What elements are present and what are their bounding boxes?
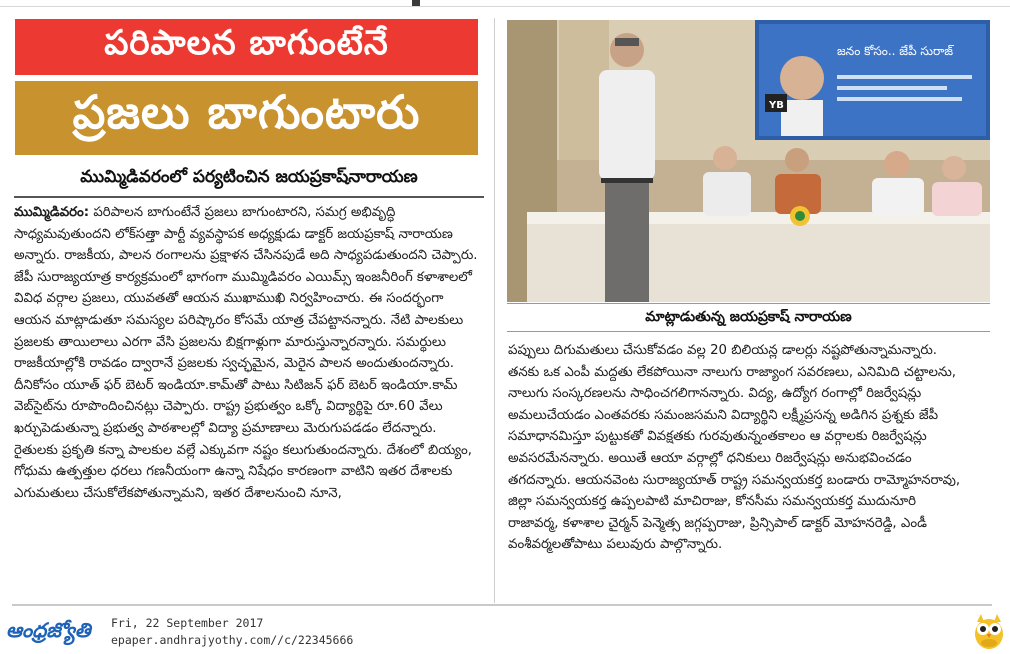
article-body-col1: పరిపాలన బాగుంటేనే ప్రజలు బాగుంటారని, సమగ్ర అభివృద్ధి సాధ్యమవుతుందని లోక్‌సత్తా పార్టీ వ్యవస్థాపక అధ్యక్షుడు డాక్టర్ జయప్రకాష్ నారాయణ అన్నారు. రాజకీయ, పాలన రంగాలను ప్రక్షాళన చేసినపుడే అది సాధ్యపడుతుందని చెప్పారు. జేపీ సురాజ్యయాత్ర కార్యక్రమంలో భాగంగా ముమ్మిడివరం ఎయిమ్స్ ఇంజనీరింగ్ కళాశాలలో వివిధ వర్గాల ప్రజలు, యువతతో ఆయన ముఖాముఖి నిర్వహించారు. ఈ సందర్భంగా ఆయన మాట్లాడుతూ సమస్యల పరిష్కారం కోసమే యాత్ర చేపట్టానన్నారు. నేటి పాలకులు ప్రజలకు తాయిలాలు ఎరగా వేసి ప్రజలను బిక్షగాళ్లుగా మారుస్తున్నారన్నారు. సమర్థులు రాజకీయాల్లోకి రావడం ద్వారానే ప్రజలకు స్వచ్ఛమైన, మెరైన పాలన అందుతుందన్నారు. దీనికోసం యూత్ ఫర్ బెటర్ ఇండియా.కామ్‌తో పాటు సిటిజన్ ఫర్ బెటర్ ఇండియా.కామ్ వెబ్‌సైట్‌ను రూపొందించినట్లు చెప్పారు. రాష్ట్ర ప్రభుత్వం ఒక్కో విద్యార్థిపై రూ.60 వేలు ఖర్చుపెడుతున్నా ప్రభుత్వ పాఠశాలల్లో విద్యా ప్రమాణాలు మెరుగుపడడం లేదన్నారు. రైతులకు ప్రకృతి కన్నా పాలకుల వల్లే ఎక్కువగా నష్టం కలుగుతుందన్నారు. దేశంలో బియ్యం, గోధుమ ఉత్పత్తుల ధరలు గణనీయంగా ఉన్నా నిషేధం కారణంగా వాటిని ఇతర దేశాలకు ఎగుమతులు చేసుకోలేకపోతున్నామని, ఇతర దేశాలనుంచి నూనె,: [14, 205, 478, 501]
article-photo: [507, 20, 990, 302]
article-column-2: [508, 340, 970, 592]
banner-logo: YB: [769, 100, 784, 111]
photo-illustration: [507, 20, 990, 302]
article-body-col2: పప్పులు దిగుమతులు చేసుకోవడం వల్ల 20 బిలియన్ల డాలర్లు నష్టపోతున్నామన్నారు. తనకు ఒక ఎంపీ మద్దతు లేకపోయినా నాలుగు రాజ్యాంగ సవరణలు, ఎనిమిది చట్టాలను, నాలుగు సంస్కరణలను సాధించగలిగానన్నారు. విద్య, ఉద్యోగ రంగాల్లో రిజర్వేషన్లు అమలుచేయడం ఎంతవరకు సమంజసమని విద్యార్థిని లక్ష్మీప్రసన్న అడిగిన ప్రశ్నకు జేపీ సమాధానమిస్తూ పుట్టుకతో వివక్షతకు గురవుతున్నంతకాలం ఆ వర్గాలకు రిజర్వేషన్లు అవసరమేనన్నారు. అయితే ఆయా వర్గాల్లో ధనికులు రిజర్వేషన్లు అనుభవించడం తగదన్నారు. ఆయనవెంట సురాజ్యయాత్ రాష్ట్ర సమన్వయకర్త బండారు రామ్మోహనరావు, జిల్లా సమన్వయకర్త ఉప్పలపాటి మాచిరాజు, కోనసీమ సమన్వయకర్త ముదునూరి రాజావర్మ, కళాశాల చైర్మన్ పెన్మెత్స జగ్గప్పరాజు, ప్రిన్సిపాల్ డాక్టర్ మోహనరెడ్డి, ఎండీ వంశీవర్మలతోపాటు పలువురు పాల్గొన్నారు.: [508, 343, 961, 553]
top-marker: [412, 0, 420, 6]
column-divider: [494, 18, 495, 603]
banner-text: జనం కోసం.. జేపీ సురాజ్: [837, 44, 954, 58]
photo-caption: మాట్లాడుతున్న జయప్రకాష్ నారాయణ: [645, 309, 852, 325]
footer-divider: [12, 604, 992, 606]
footer-meta: [111, 615, 431, 651]
article-column-1: [14, 202, 484, 592]
article-subtitle: ముమ్మిడివరంలో పర్యటించిన జయప్రకాష్‌నారాయణ: [80, 167, 418, 187]
owl-mascot-icon: [972, 612, 1006, 650]
top-divider: [0, 6, 1010, 7]
caption-divider-bottom: [507, 331, 990, 332]
article-dateline: ముమ్మిడివరం:: [14, 205, 90, 220]
subtitle-divider: [14, 196, 484, 198]
headline-line-2: ప్రజలు బాగుంటారు: [15, 81, 478, 155]
publication-logo: ఆంధ్రజ్యోతి: [6, 617, 91, 642]
headline-line-1: పరిపాలన బాగుంటేనే: [15, 19, 478, 75]
epaper-url: epaper.andhrajyothy.com//c/22345666: [111, 633, 354, 647]
caption-divider-top: [507, 303, 990, 304]
publication-date: Fri, 22 September 2017: [111, 616, 264, 630]
